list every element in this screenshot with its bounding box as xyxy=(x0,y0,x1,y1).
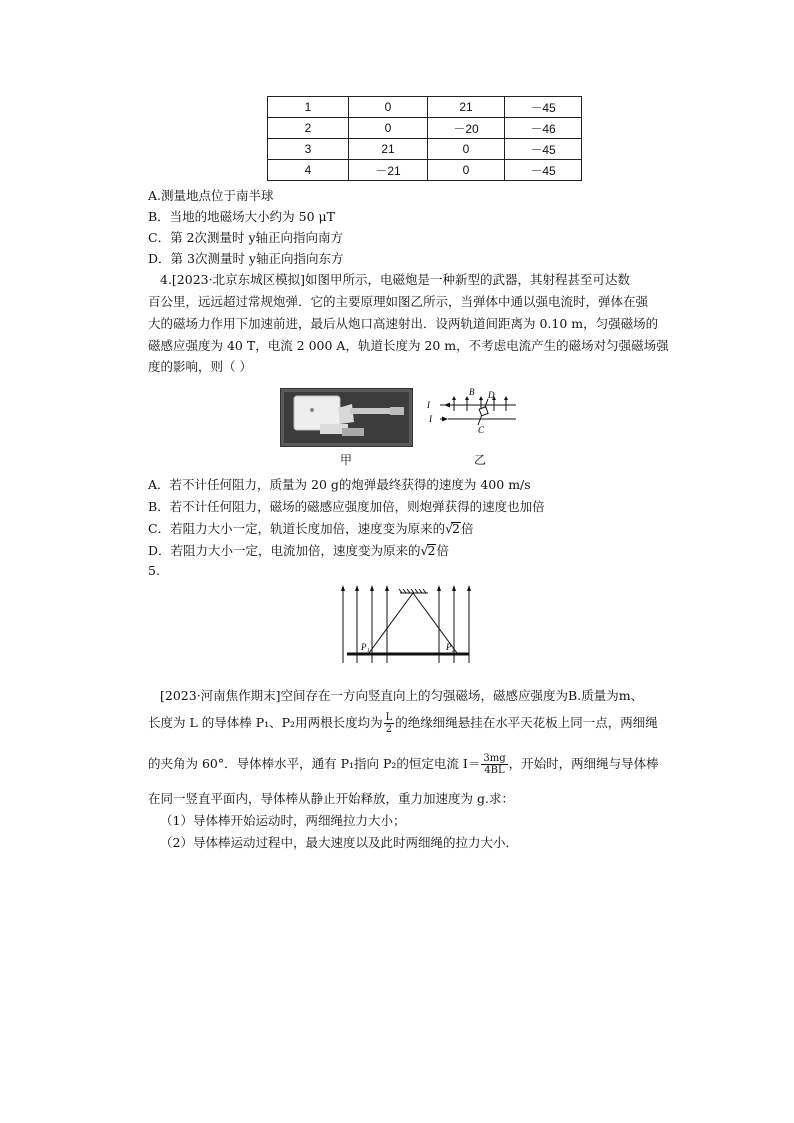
fraction-denominator: 4BL xyxy=(484,765,505,776)
q3-option-b: B．当地的地磁场大小约为 50 μT xyxy=(148,209,336,224)
table-row xyxy=(268,139,582,160)
table-cell: －20 xyxy=(428,118,505,139)
q5-line3-post: ，开始时，两细绳与导体棒 xyxy=(508,756,659,771)
table-cell: 0 xyxy=(349,118,428,139)
q5-stem-line xyxy=(148,753,659,776)
fraction-numerator: 3mg xyxy=(483,753,506,764)
label-p1: P₁ xyxy=(361,642,370,652)
label-d: D xyxy=(488,390,495,400)
q5-line3-pre: 的夹角为 60°．导体棒水平，通有 P₁指向 P₂的恒定电流 I＝ xyxy=(148,756,481,771)
measurement-table xyxy=(267,96,582,181)
railgun-photo-figure xyxy=(280,388,413,447)
q5-subquestion-2: （2）导体棒运动过程中，最大速度以及此时两细绳的拉力大小． xyxy=(160,835,518,850)
q4-option-c-suffix: 倍 xyxy=(461,521,474,536)
label-i-top: I xyxy=(427,400,430,410)
figure-caption-jia: 甲 xyxy=(340,453,353,467)
table-row xyxy=(268,118,582,139)
sqrt-radicand: 2 xyxy=(452,521,460,536)
table-cell: 2 xyxy=(268,118,349,139)
fraction-l-over-2 xyxy=(384,712,395,735)
table-cell: 3 xyxy=(268,139,349,160)
table-cell: 0 xyxy=(349,97,428,118)
table-cell: 1 xyxy=(268,97,349,118)
label-c: C xyxy=(478,425,485,435)
table-row xyxy=(268,97,582,118)
fraction-denominator: 2 xyxy=(385,724,393,735)
sqrt-symbol: √ xyxy=(445,521,454,536)
table-cell: 0 xyxy=(428,139,505,160)
table-cell: －45 xyxy=(505,160,582,181)
label-b: B xyxy=(469,387,475,397)
q4-option-d xyxy=(148,541,449,559)
table-cell: －45 xyxy=(505,139,582,160)
label-p2: P₂ xyxy=(446,642,455,652)
q5-line2-pre: 长度为 L 的导体棒 P₁、P₂用两根长度均为 xyxy=(148,715,383,730)
label-i-bottom: I xyxy=(429,414,432,424)
q3-option-a: A.测量地点位于南半球 xyxy=(148,188,274,203)
table-row xyxy=(268,160,582,181)
q3-option-c: C．第 2次测量时 y轴正向指向南方 xyxy=(148,230,344,245)
q4-stem-line: 4.[2023·北京东城区模拟]如图甲所示，电磁炮是一种新型的武器，其射程甚至可达数 xyxy=(160,272,630,287)
table-cell: －46 xyxy=(505,118,582,139)
q5-subquestion-1: （1）导体棒开始运动时，两细绳拉力大小； xyxy=(160,813,406,828)
figure-caption-yi: 乙 xyxy=(474,453,487,467)
q4-option-c xyxy=(148,519,474,537)
sqrt-radicand: 2 xyxy=(427,543,436,558)
q4-stem-line: 大的磁场力作用下加速前进，最后从炮口高速射出．设两轨道间距离为 0.10 m，匀强磁场的 xyxy=(148,316,659,331)
q5-line2-post: 的绝缘细绳悬挂在水平天花板上同一点，两细绳 xyxy=(395,715,658,730)
q4-option-a: A．若不计任何阻力，质量为 20 g的炮弹最终获得的速度为 400 m/s xyxy=(148,477,531,492)
q4-option-b: B．若不计任何阻力，磁场的磁感应强度加倍，则炮弹获得的速度也加倍 xyxy=(148,499,545,514)
table-cell: 21 xyxy=(428,97,505,118)
q4-option-c-text: C．若阻力大小一定，轨道长度加倍，速度变为原来的 xyxy=(148,521,446,536)
q4-option-d-text: D．若阻力大小一定，电流加倍，速度变为原来的 xyxy=(148,543,421,558)
fraction-3mg-over-4bl xyxy=(481,753,507,776)
table-cell: 21 xyxy=(349,139,428,160)
fraction-numerator: L xyxy=(385,712,393,723)
q4-stem-line: 百公里，远远超过常规炮弹．它的主要原理如图乙所示，当弹体中通以强电流时，弹体在强 xyxy=(148,294,649,309)
q3-option-d: D．第 3次测量时 y轴正向指向东方 xyxy=(148,251,344,266)
table-cell: 4 xyxy=(268,160,349,181)
q4-option-d-suffix: 倍 xyxy=(436,543,449,558)
q4-stem-line: 度的影响，则（ ） xyxy=(148,359,252,374)
q5-stem-line xyxy=(148,712,658,735)
q5-number: 5. xyxy=(148,563,160,578)
table-cell: －21 xyxy=(349,160,428,181)
q5-stem-line: [2023·河南焦作期末]空间存在一方向竖直向上的匀强磁场，磁感应强度为B.质量为m、 xyxy=(160,688,644,703)
railgun-schematic-figure xyxy=(426,385,516,450)
sqrt-symbol: √ xyxy=(420,543,429,558)
table-cell: 0 xyxy=(428,160,505,181)
q5-magnetic-field-figure xyxy=(337,583,477,663)
q5-stem-line: 在同一竖直平面内，导体棒从静止开始释放，重力加速度为 g.求： xyxy=(148,791,514,806)
q4-stem-line: 磁感应强度为 40 T，电流 2 000 A，轨道长度为 20 m，不考虑电流产生的磁场对匀强磁场强 xyxy=(148,338,669,353)
table-cell: －45 xyxy=(505,97,582,118)
